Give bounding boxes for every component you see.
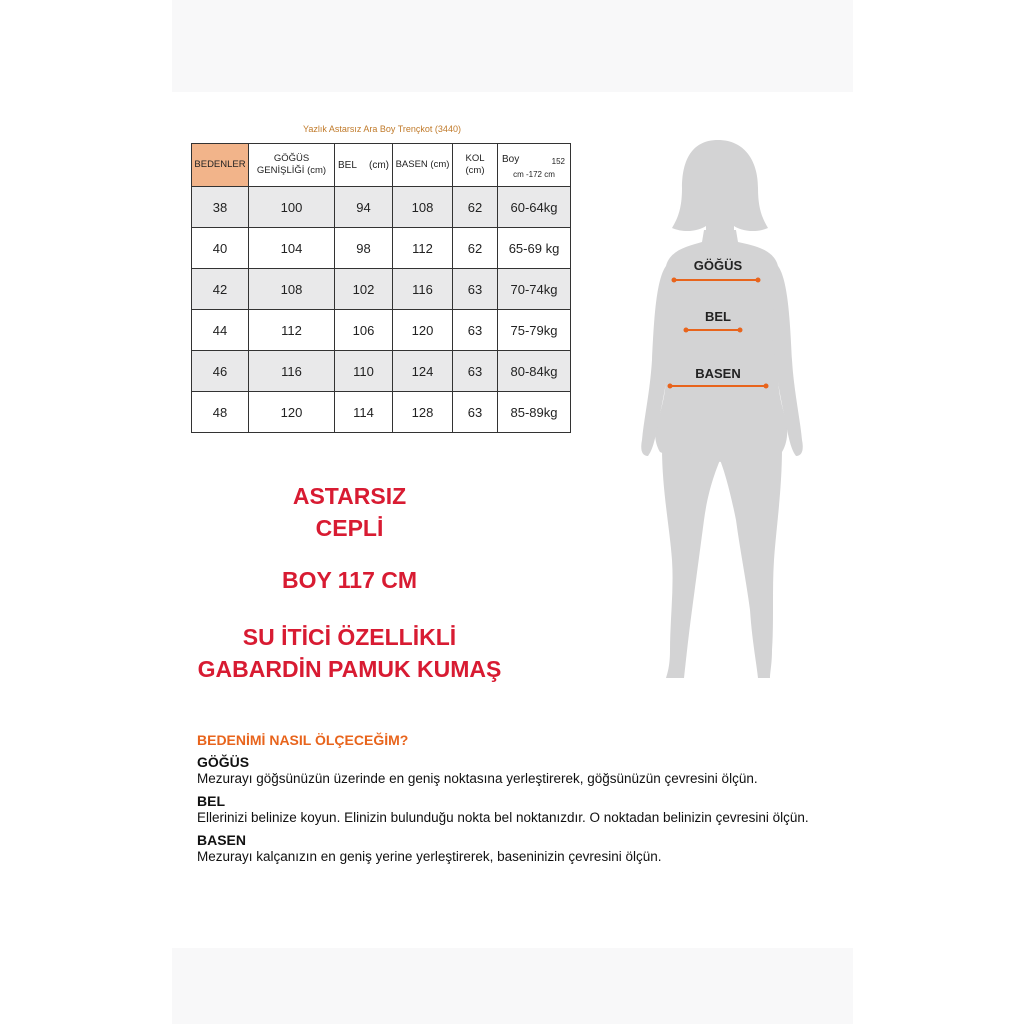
guide-gogus-title: GÖĞÜS xyxy=(197,754,250,770)
cell-beden: 44 xyxy=(192,310,249,351)
guide-bel-text: Ellerinizi belinize koyun. Elinizin bulunduğu nokta bel noktanızdır. O noktadan belinizin çevresini ölçün. xyxy=(197,810,809,825)
header-boy-label: Boy xyxy=(502,154,520,165)
cell-kol: 62 xyxy=(453,228,498,269)
header-bedenler: BEDENLER xyxy=(192,144,249,187)
cell-bel: 98 xyxy=(335,228,393,269)
table-title: Yazlık Astarsız Ara Boy Trençkot (3440) xyxy=(303,124,461,134)
cell-bel: 94 xyxy=(335,187,393,228)
cell-kol: 63 xyxy=(453,269,498,310)
header-gogus-line1: GÖĞÜS xyxy=(273,153,310,164)
label-basen: BASEN xyxy=(695,366,741,381)
feature-astarsiz: ASTARSIZ xyxy=(292,483,407,509)
feature-boy: BOY 117 CM xyxy=(281,567,418,593)
header-boy-range: cm -172 cm xyxy=(513,170,555,179)
feature-gabardin: GABARDİN PAMUK KUMAŞ xyxy=(197,656,502,682)
table-row xyxy=(192,392,571,433)
cell-boy: 65-69 kg xyxy=(498,228,571,269)
cell-beden: 46 xyxy=(192,351,249,392)
guide-title: BEDENİMİ NASIL ÖLÇECEĞİM? xyxy=(197,732,409,748)
header-bel xyxy=(335,144,393,187)
feature-su-itici: SU İTİCİ ÖZELLİKLİ xyxy=(242,624,457,650)
header-boy-min: 152 xyxy=(551,157,565,166)
table-row xyxy=(192,228,571,269)
table-row xyxy=(192,310,571,351)
guide-bel-title: BEL xyxy=(197,793,225,809)
cell-gogus: 100 xyxy=(249,187,335,228)
table-row xyxy=(192,187,571,228)
label-gogus: GÖĞÜS xyxy=(693,258,743,273)
cell-gogus: 116 xyxy=(249,351,335,392)
cell-kol: 63 xyxy=(453,310,498,351)
cell-basen: 124 xyxy=(393,351,453,392)
header-gogus-line2: GENİŞLİĞİ (cm) xyxy=(256,165,327,176)
header-basen: BASEN (cm) xyxy=(393,144,453,187)
silhouette-shape xyxy=(641,140,803,678)
cell-boy: 75-79kg xyxy=(498,310,571,351)
cell-basen: 120 xyxy=(393,310,453,351)
guide-basen-text: Mezurayı kalçanızın en geniş yerine yerleştirerek, baseninizin çevresini ölçün. xyxy=(197,849,662,864)
cell-gogus: 108 xyxy=(249,269,335,310)
measurement-guide xyxy=(197,732,847,865)
cell-basen: 112 xyxy=(393,228,453,269)
table-header-row xyxy=(192,144,571,187)
cell-bel: 110 xyxy=(335,351,393,392)
cell-gogus: 120 xyxy=(249,392,335,433)
cell-beden: 38 xyxy=(192,187,249,228)
header-kol-line2: (cm) xyxy=(465,165,485,176)
cell-boy: 80-84kg xyxy=(498,351,571,392)
cell-kol: 63 xyxy=(453,351,498,392)
header-gogus xyxy=(249,144,335,187)
label-bel: BEL xyxy=(705,309,731,324)
header-boy xyxy=(498,144,571,187)
cell-bel: 102 xyxy=(335,269,393,310)
cell-beden: 48 xyxy=(192,392,249,433)
header-kol-line1: KOL xyxy=(465,153,485,164)
cell-gogus: 104 xyxy=(249,228,335,269)
size-table xyxy=(191,143,571,433)
feature-cepli: CEPLİ xyxy=(315,515,384,541)
header-bel-unit: (cm) xyxy=(369,160,389,171)
top-band xyxy=(172,0,853,92)
bottom-band xyxy=(172,948,853,1024)
cell-beden: 40 xyxy=(192,228,249,269)
cell-beden: 42 xyxy=(192,269,249,310)
cell-boy: 85-89kg xyxy=(498,392,571,433)
header-bel-label: BEL xyxy=(338,160,357,171)
cell-boy: 70-74kg xyxy=(498,269,571,310)
guide-gogus-text: Mezurayı göğsünüzün üzerinde en geniş noktasına yerleştirerek, göğsünüzün çevresini ölçün. xyxy=(197,771,758,786)
cell-basen: 116 xyxy=(393,269,453,310)
header-kol xyxy=(453,144,498,187)
cell-kol: 63 xyxy=(453,392,498,433)
cell-gogus: 112 xyxy=(249,310,335,351)
body-silhouette xyxy=(630,130,810,690)
cell-bel: 114 xyxy=(335,392,393,433)
cell-basen: 108 xyxy=(393,187,453,228)
table-row xyxy=(192,351,571,392)
cell-bel: 106 xyxy=(335,310,393,351)
cell-kol: 62 xyxy=(453,187,498,228)
guide-basen-title: BASEN xyxy=(197,832,247,848)
cell-boy: 60-64kg xyxy=(498,187,571,228)
cell-basen: 128 xyxy=(393,392,453,433)
table-row xyxy=(192,269,571,310)
